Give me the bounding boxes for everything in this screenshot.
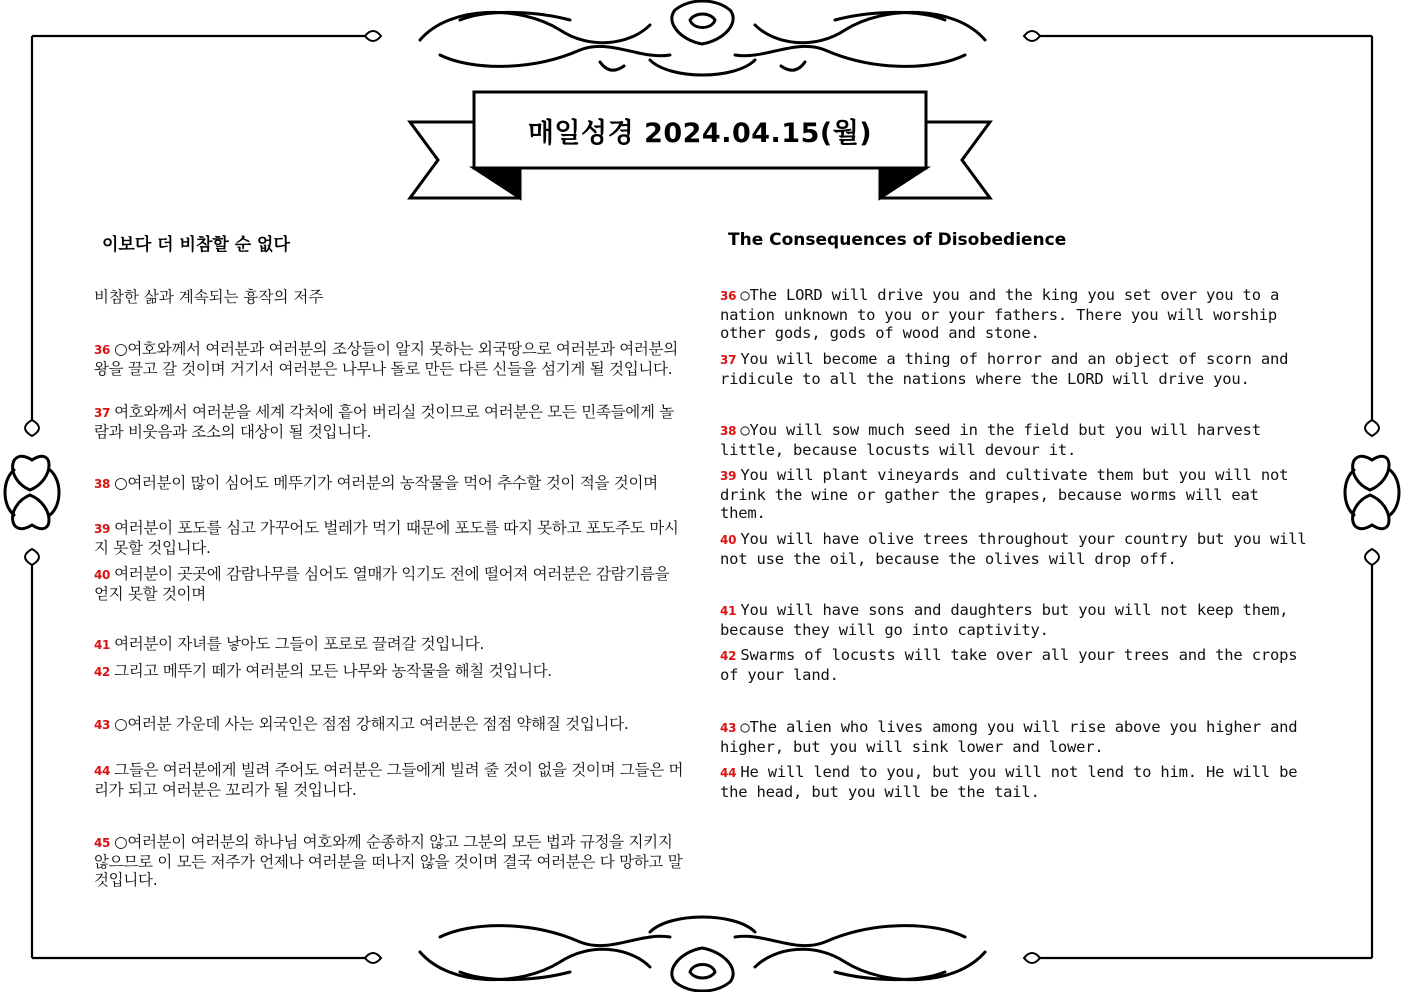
english-heading: The Consequences of Disobedience [728,230,1067,250]
verse-text: You will have olive trees throughout your country but you will not use the oil, because the olives will drop off. [720,530,1307,568]
verse-text: 여러분이 자녀를 낳아도 그들이 포로로 끌려갈 것입니다. [114,635,484,653]
right-flourish-icon [1345,420,1399,565]
verse-number: 36 [720,289,737,303]
verse-number: 43 [720,721,737,735]
korean-verse [94,635,686,655]
verse-text: Swarms of locusts will take over all your trees and the crops of your land. [720,646,1298,684]
verse-text: 그들은 여러분에게 빌려 주어도 여러분은 그들에게 빌려 줄 것이 없을 것이며 그들은 머리가 되고 여러분은 꼬리가 될 것입니다. [94,761,684,799]
verse-text: ○여러분이 여러분의 하나님 여호와께 순종하지 않고 그분의 모든 법과 규정을 지키지 않으므로 이 모든 저주가 언제나 여러분을 떠나지 않을 것이며 결국 여러분은 다 망하고 말 것입니다. [94,833,683,889]
english-verse [720,421,1312,459]
verse-number: 38 [94,477,111,491]
verse-number: 45 [94,836,111,850]
verse-text: 여러분이 곳곳에 감람나무를 심어도 열매가 익기도 전에 떨어져 여러분은 감람기름을 얻지 못할 것이며 [94,565,670,603]
verse-number: 44 [94,764,111,778]
verse-text: 그리고 메뚜기 떼가 여러분의 모든 나무와 농작물을 해칠 것입니다. [114,662,552,680]
english-verse [720,286,1312,343]
korean-verse [94,833,686,890]
verse-text: ○You will sow much seed in the field but you will harvest little, because locusts will devour it. [720,421,1261,459]
english-verse [720,763,1312,801]
verse-text: You will plant vineyards and cultivate them but you will not drink the wine or gather the grapes, because worms will eat them. [720,466,1289,522]
verse-text: ○The LORD will drive you and the king you set over you to a nation unknown to you or your fathers. There you will worship other gods, gods of wood and stone. [720,286,1280,342]
english-verse [720,350,1312,388]
korean-verse [94,474,686,494]
korean-verse [94,715,686,735]
korean-verse [94,662,686,682]
top-flourish-icon [365,1,1040,75]
verse-text: He will lend to you, but you will not lend to him. He will be the head, but you will be the tail. [720,763,1298,801]
verse-number: 39 [720,469,737,483]
verse-text: ○여호와께서 여러분과 여러분의 조상들이 알지 못하는 외국땅으로 여러분과 여러분의 왕을 끌고 갈 것이며 거기서 여러분은 나무나 돌로 만든 다른 신들을 섬기게 될 것입니다. [94,340,678,378]
korean-verse [94,403,686,441]
english-verse [720,718,1312,756]
verse-text: You will become a thing of horror and an object of scorn and ridicule to all the nations where the LORD will drive you. [720,350,1289,388]
verse-number: 41 [94,638,111,652]
korean-verse [94,565,686,603]
left-flourish-icon [5,420,59,565]
korean-verse [94,519,686,557]
verse-number: 40 [94,568,111,582]
korean-heading: 이보다 더 비참할 순 없다 [102,235,290,255]
english-verse [720,601,1312,639]
page-title: 매일성경 2024.04.15(월) [527,117,873,149]
verse-text: ○여러분이 많이 심어도 메뚜기가 여러분의 농작물을 먹어 추수할 것이 적을 것이며 [114,474,658,492]
verse-number: 37 [94,406,111,420]
verse-number: 40 [720,533,737,547]
verse-text: ○여러분 가운데 사는 외국인은 점점 강해지고 여러분은 점점 약해질 것입니다. [114,715,629,733]
verse-number: 42 [720,649,737,663]
verse-text: 여러분이 포도를 심고 가꾸어도 벌레가 먹기 때문에 포도를 따지 못하고 포도주도 마시지 못할 것입니다. [94,519,679,557]
korean-verse [94,340,686,378]
english-verse [720,466,1312,523]
verse-number: 37 [720,353,737,367]
verse-text: ○The alien who lives among you will rise above you higher and higher, but you will sink lower and lower. [720,718,1298,756]
verse-text: 여호와께서 여러분을 세계 각처에 흩어 버리실 것이므로 여러분은 모든 민족들에게 놀람과 비웃음과 조소의 대상이 될 것입니다. [94,403,674,441]
verse-number: 41 [720,604,737,618]
verse-text: You will have sons and daughters but you will not keep them, because they will go into captivity. [720,601,1289,639]
verse-number: 39 [94,522,111,536]
bottom-flourish-icon [365,917,1040,991]
verse-number: 38 [720,424,737,438]
verse-number: 43 [94,718,111,732]
verse-number: 36 [94,343,111,357]
korean-subheading: 비참한 삶과 계속되는 흉작의 저주 [94,288,324,306]
korean-verse [94,761,686,799]
verse-number: 42 [94,665,111,679]
english-verse [720,530,1312,568]
english-verse [720,646,1312,684]
verse-number: 44 [720,766,737,780]
